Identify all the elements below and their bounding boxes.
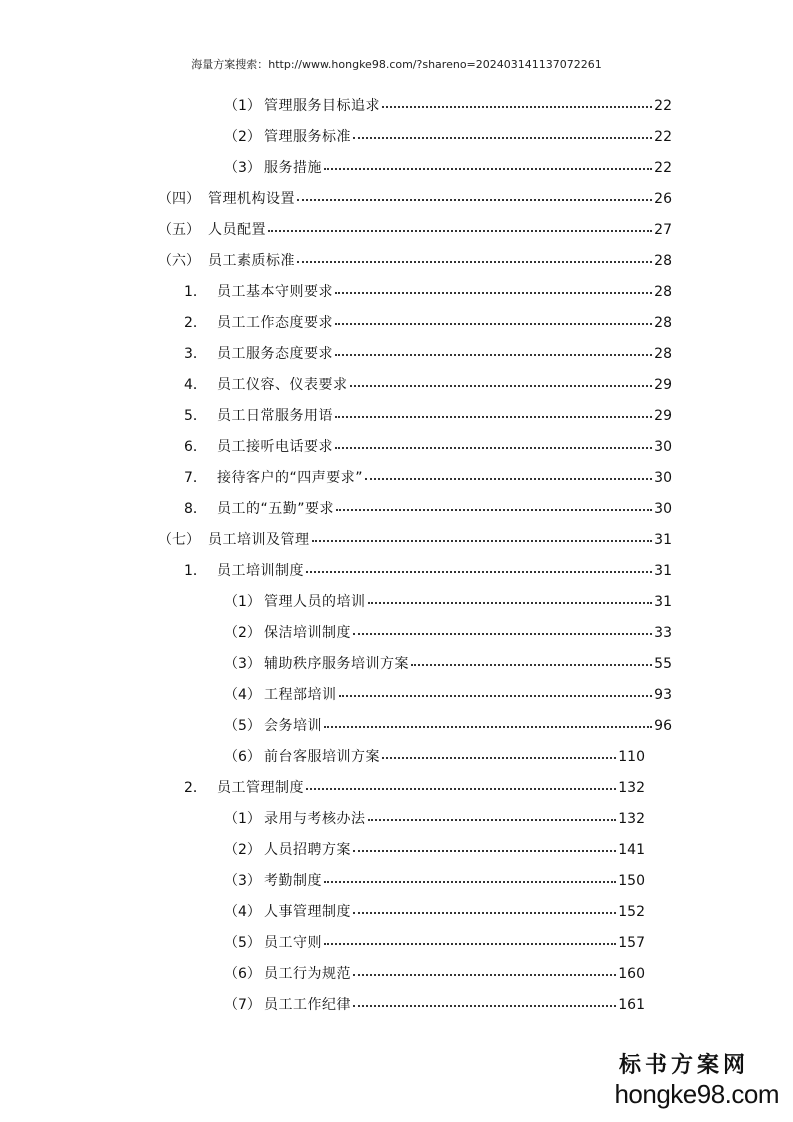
toc-entry[interactable] xyxy=(224,746,645,768)
toc-page: 29 xyxy=(654,408,672,424)
toc-entry[interactable] xyxy=(224,808,645,830)
toc-entry[interactable] xyxy=(158,250,672,272)
toc-entry[interactable] xyxy=(184,560,672,582)
toc-leader xyxy=(306,788,616,790)
toc-number: （5） xyxy=(224,718,261,734)
toc-entry[interactable] xyxy=(224,715,672,737)
toc-entry[interactable] xyxy=(158,529,672,551)
toc-entry[interactable] xyxy=(184,281,672,303)
toc-leader xyxy=(353,912,616,914)
toc-page: 27 xyxy=(654,222,672,238)
toc-leader xyxy=(365,478,652,480)
toc-leader xyxy=(353,850,616,852)
toc-entry[interactable] xyxy=(224,994,645,1016)
toc-title: 接待客户的“四声要求” xyxy=(217,470,364,486)
toc-leader xyxy=(324,168,652,170)
toc-leader xyxy=(353,633,652,635)
toc-entry[interactable] xyxy=(224,157,672,179)
toc-leader xyxy=(324,881,616,883)
toc-number: （1） xyxy=(224,594,261,610)
toc-page: 55 xyxy=(654,656,672,672)
toc-page: 30 xyxy=(654,470,672,486)
toc-entry[interactable] xyxy=(184,312,672,334)
toc-title: 员工管理制度 xyxy=(217,780,304,796)
toc-number: 8． xyxy=(184,501,207,517)
toc-number: （4） xyxy=(224,904,261,920)
toc-leader xyxy=(335,354,652,356)
toc-number: （七） xyxy=(158,532,200,548)
toc-entry[interactable] xyxy=(184,777,645,799)
toc-leader xyxy=(382,757,616,759)
toc-page: 30 xyxy=(654,501,672,517)
toc-title: 保洁培训制度 xyxy=(264,625,351,641)
toc-leader xyxy=(297,199,652,201)
toc-title: 会务培训 xyxy=(264,718,322,734)
toc-page: 141 xyxy=(618,842,645,858)
watermark-logo xyxy=(614,1048,779,1110)
toc-number: （六） xyxy=(158,253,200,269)
toc-title: 管理机构设置 xyxy=(208,191,295,207)
toc-page: 22 xyxy=(654,129,672,145)
toc-page: 132 xyxy=(618,780,645,796)
toc-page: 26 xyxy=(654,191,672,207)
toc-title: 前台客服培训方案 xyxy=(264,749,380,765)
toc-entry[interactable] xyxy=(184,436,672,458)
toc-title: 员工工作态度要求 xyxy=(217,315,333,331)
toc-page: 31 xyxy=(654,563,672,579)
toc-number: （6） xyxy=(224,749,261,765)
toc-title: 管理人员的培训 xyxy=(264,594,366,610)
toc-entry[interactable] xyxy=(158,219,672,241)
toc-entry[interactable] xyxy=(224,932,645,954)
toc-title: 人员配置 xyxy=(208,222,266,238)
toc-title: 考勤制度 xyxy=(264,873,322,889)
toc-number: （3） xyxy=(224,656,261,672)
toc-number: （1） xyxy=(224,811,261,827)
toc-page: 96 xyxy=(654,718,672,734)
toc-entry[interactable] xyxy=(224,901,645,923)
toc-leader xyxy=(335,292,652,294)
toc-number: 2． xyxy=(184,315,207,331)
toc-number: （7） xyxy=(224,997,261,1013)
toc-leader xyxy=(335,416,652,418)
toc-page: 22 xyxy=(654,98,672,114)
toc-leader xyxy=(306,571,652,573)
toc-number: 4． xyxy=(184,377,207,393)
toc-number: 6． xyxy=(184,439,207,455)
toc-leader xyxy=(324,943,616,945)
toc-title: 员工接听电话要求 xyxy=(217,439,333,455)
toc-leader xyxy=(353,1005,616,1007)
toc-number: 5． xyxy=(184,408,207,424)
toc-title: 人事管理制度 xyxy=(264,904,351,920)
toc-leader xyxy=(368,602,653,604)
toc-title: 服务措施 xyxy=(264,160,322,176)
toc-number: （6） xyxy=(224,966,261,982)
toc-leader xyxy=(350,385,653,387)
toc-leader xyxy=(335,323,652,325)
toc-entry[interactable] xyxy=(184,467,672,489)
toc-title: 管理服务标准 xyxy=(264,129,351,145)
toc-page: 33 xyxy=(654,625,672,641)
toc-entry[interactable] xyxy=(184,405,672,427)
toc-title: 员工日常服务用语 xyxy=(217,408,333,424)
toc-number: （5） xyxy=(224,935,261,951)
toc-leader xyxy=(324,726,652,728)
toc-title: 员工行为规范 xyxy=(264,966,351,982)
watermark-url: hongke98.com xyxy=(614,1079,779,1109)
toc-entry[interactable] xyxy=(224,622,672,644)
toc-title: 员工基本守则要求 xyxy=(217,284,333,300)
toc-page: 28 xyxy=(654,315,672,331)
toc-leader xyxy=(382,106,652,108)
toc-number: （2） xyxy=(224,129,261,145)
toc-title: 员工服务态度要求 xyxy=(217,346,333,362)
toc-title: 员工工作纪律 xyxy=(264,997,351,1013)
toc-number: （3） xyxy=(224,160,261,176)
toc-entry[interactable] xyxy=(184,374,672,396)
toc-number: （2） xyxy=(224,842,261,858)
toc-entry[interactable] xyxy=(224,653,672,675)
toc-entry[interactable] xyxy=(224,95,672,117)
toc-number: （1） xyxy=(224,98,261,114)
toc-entry[interactable] xyxy=(184,498,672,520)
toc-title: 员工的“五勤”要求 xyxy=(217,501,335,517)
toc-entry[interactable] xyxy=(224,684,672,706)
toc-page: 28 xyxy=(654,284,672,300)
toc-number: （2） xyxy=(224,625,261,641)
toc-number: （五） xyxy=(158,222,200,238)
toc-page: 152 xyxy=(618,904,645,920)
toc-leader xyxy=(268,230,652,232)
toc-page: 22 xyxy=(654,160,672,176)
toc-page: 150 xyxy=(618,873,645,889)
toc-number: （3） xyxy=(224,873,261,889)
toc-page: 160 xyxy=(618,966,645,982)
toc-leader xyxy=(368,819,617,821)
toc-entry[interactable] xyxy=(224,126,672,148)
toc-title: 员工仪容、仪表要求 xyxy=(217,377,348,393)
toc-page: 28 xyxy=(654,346,672,362)
toc-entry[interactable] xyxy=(224,591,672,613)
toc-page: 110 xyxy=(618,749,645,765)
toc-title: 员工培训制度 xyxy=(217,563,304,579)
toc-entry[interactable] xyxy=(184,343,672,365)
toc-number: 7． xyxy=(184,470,207,486)
toc-title: 工程部培训 xyxy=(264,687,337,703)
toc-page: 132 xyxy=(618,811,645,827)
toc-number: （四） xyxy=(158,191,200,207)
toc-leader xyxy=(312,540,653,542)
page-header-url: 海量方案搜索：http://www.hongke98.com/?shareno=202403141137072261 xyxy=(191,58,602,71)
toc-entry[interactable] xyxy=(224,963,645,985)
toc-number: （4） xyxy=(224,687,261,703)
toc-page: 28 xyxy=(654,253,672,269)
toc-page: 29 xyxy=(654,377,672,393)
toc-entry[interactable] xyxy=(224,839,645,861)
toc-page: 31 xyxy=(654,594,672,610)
toc-leader xyxy=(411,664,652,666)
toc-number: 1． xyxy=(184,284,207,300)
toc-title: 管理服务目标追求 xyxy=(264,98,380,114)
toc-title: 员工素质标准 xyxy=(208,253,295,269)
toc-page: 161 xyxy=(618,997,645,1013)
watermark-title: 标书方案网 xyxy=(618,1052,749,1078)
toc-page: 30 xyxy=(654,439,672,455)
toc-leader xyxy=(335,447,652,449)
toc-entry[interactable] xyxy=(224,870,645,892)
toc-page: 31 xyxy=(654,532,672,548)
toc-leader xyxy=(336,509,652,511)
toc-number: 3． xyxy=(184,346,207,362)
toc-entry[interactable] xyxy=(158,188,672,210)
toc-number: 1． xyxy=(184,563,207,579)
toc-page: 157 xyxy=(618,935,645,951)
toc-leader xyxy=(339,695,653,697)
toc-leader xyxy=(353,137,652,139)
toc-number: 2． xyxy=(184,780,207,796)
toc-title: 员工培训及管理 xyxy=(208,532,310,548)
toc-title: 录用与考核办法 xyxy=(264,811,366,827)
toc-leader xyxy=(297,261,652,263)
toc-page: 93 xyxy=(654,687,672,703)
toc-title: 人员招聘方案 xyxy=(264,842,351,858)
toc-title: 辅助秩序服务培训方案 xyxy=(264,656,409,672)
toc-title: 员工守则 xyxy=(264,935,322,951)
toc-leader xyxy=(353,974,616,976)
